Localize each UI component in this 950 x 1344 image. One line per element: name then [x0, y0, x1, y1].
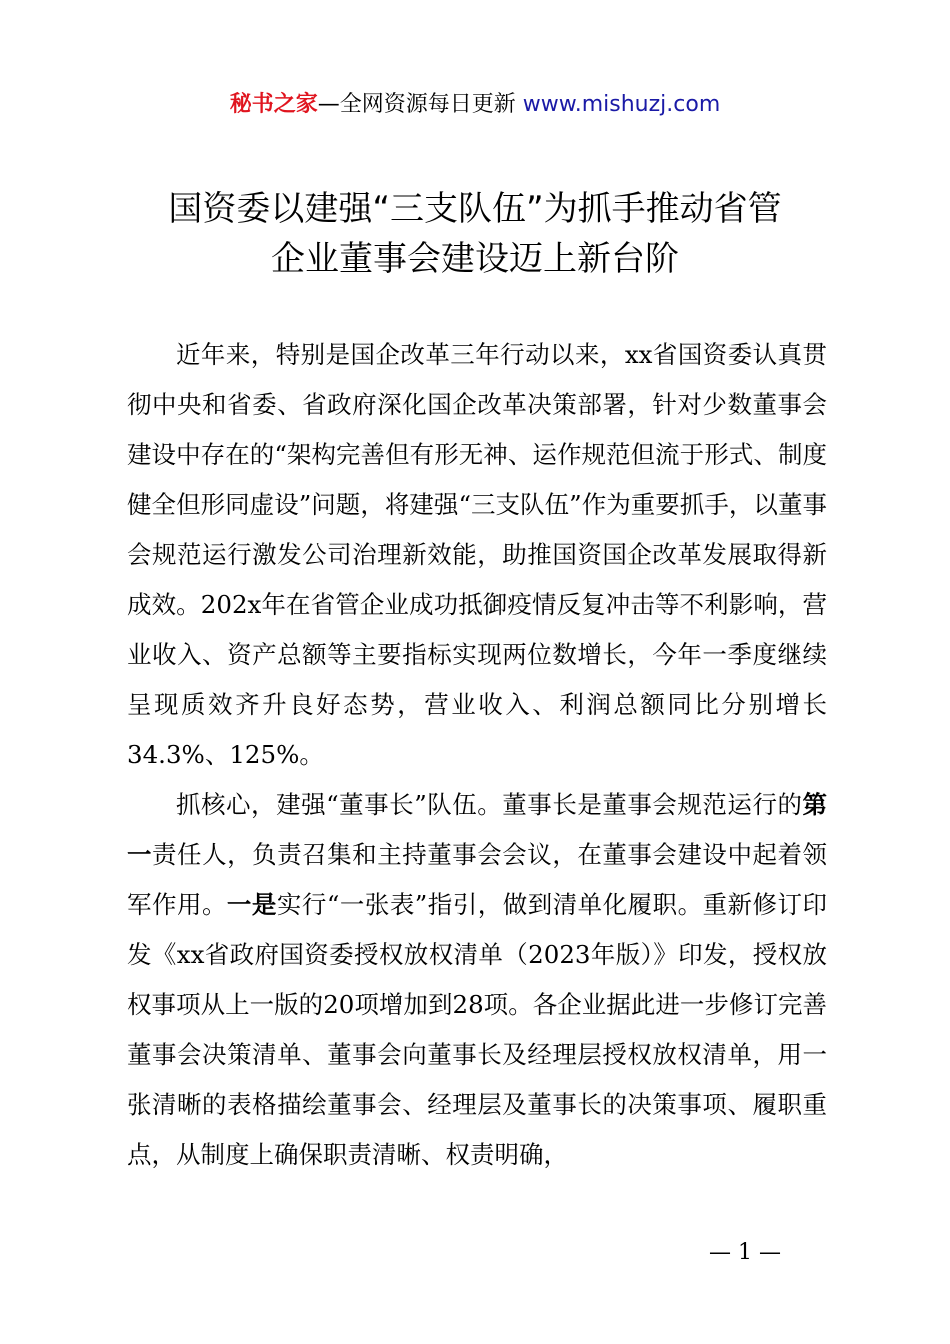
site-url-link[interactable]: www.mishuzj.com: [522, 92, 721, 117]
paragraph-1: 近年来，特别是国企改革三年行动以来，xx省国资委认真贯彻中央和省委、省政府深化国企改革决策部署，针对少数董事会建设中存在的“架构完善但有形无神、运作规范但流于形式、制度健全但形同虚设”问题，将建强“三支队伍”作为重要抓手，以董事会规范运行激发公司治理新效能，助推国资国企改革发展取得新成效。202x年在省管企业成功抵御疫情反复冲击等不利影响，营业收入、资产总额等主要指标实现两位数增长，今年一季度继续呈现质效齐升良好态势，营业收入、利润总额同比分别增长34.3%、125%。: [127, 340, 827, 769]
page-number: — 1 —: [709, 1240, 781, 1265]
paragraph-2-text-c: 实行“一张表”指引，做到清单化履职。重新修订印发《xx省政府国资委授权放权清单（2023年版）》印发，授权放权事项从上一版的20项增加到28项。各企业据此进一步修订完善董事会决策清单、董事会向董事长及经理层授权放权清单，用一张清晰的表格描绘董事会、经理层及董事长的决策事项、履职重点，从制度上确保职责清晰、权责明确，: [127, 890, 827, 1169]
title-line-2: 企业董事会建设迈上新台阶: [271, 239, 679, 279]
paragraph-2-bold-first: 第一: [127, 790, 827, 869]
title-line-1: 国资委以建强“三支队伍”为抓手推动省管: [168, 189, 782, 229]
document-title: [0, 184, 950, 284]
document-body: [127, 330, 827, 1180]
banner-tagline: —全网资源每日更新: [317, 92, 516, 117]
brand-name: 秘书之家: [229, 92, 318, 117]
paragraph-2: [127, 780, 827, 1180]
paragraph-2-text-b: 责任人，负责召集和主持董事会会议，在董事会建设中起着领军作用。: [127, 840, 828, 919]
paragraph-2-text-a: 抓核心，建强“董事长”队伍。董事长是董事会规范运行的: [176, 790, 803, 819]
site-banner: [0, 88, 950, 122]
paragraph-2-bold-one: 一是: [226, 890, 277, 919]
